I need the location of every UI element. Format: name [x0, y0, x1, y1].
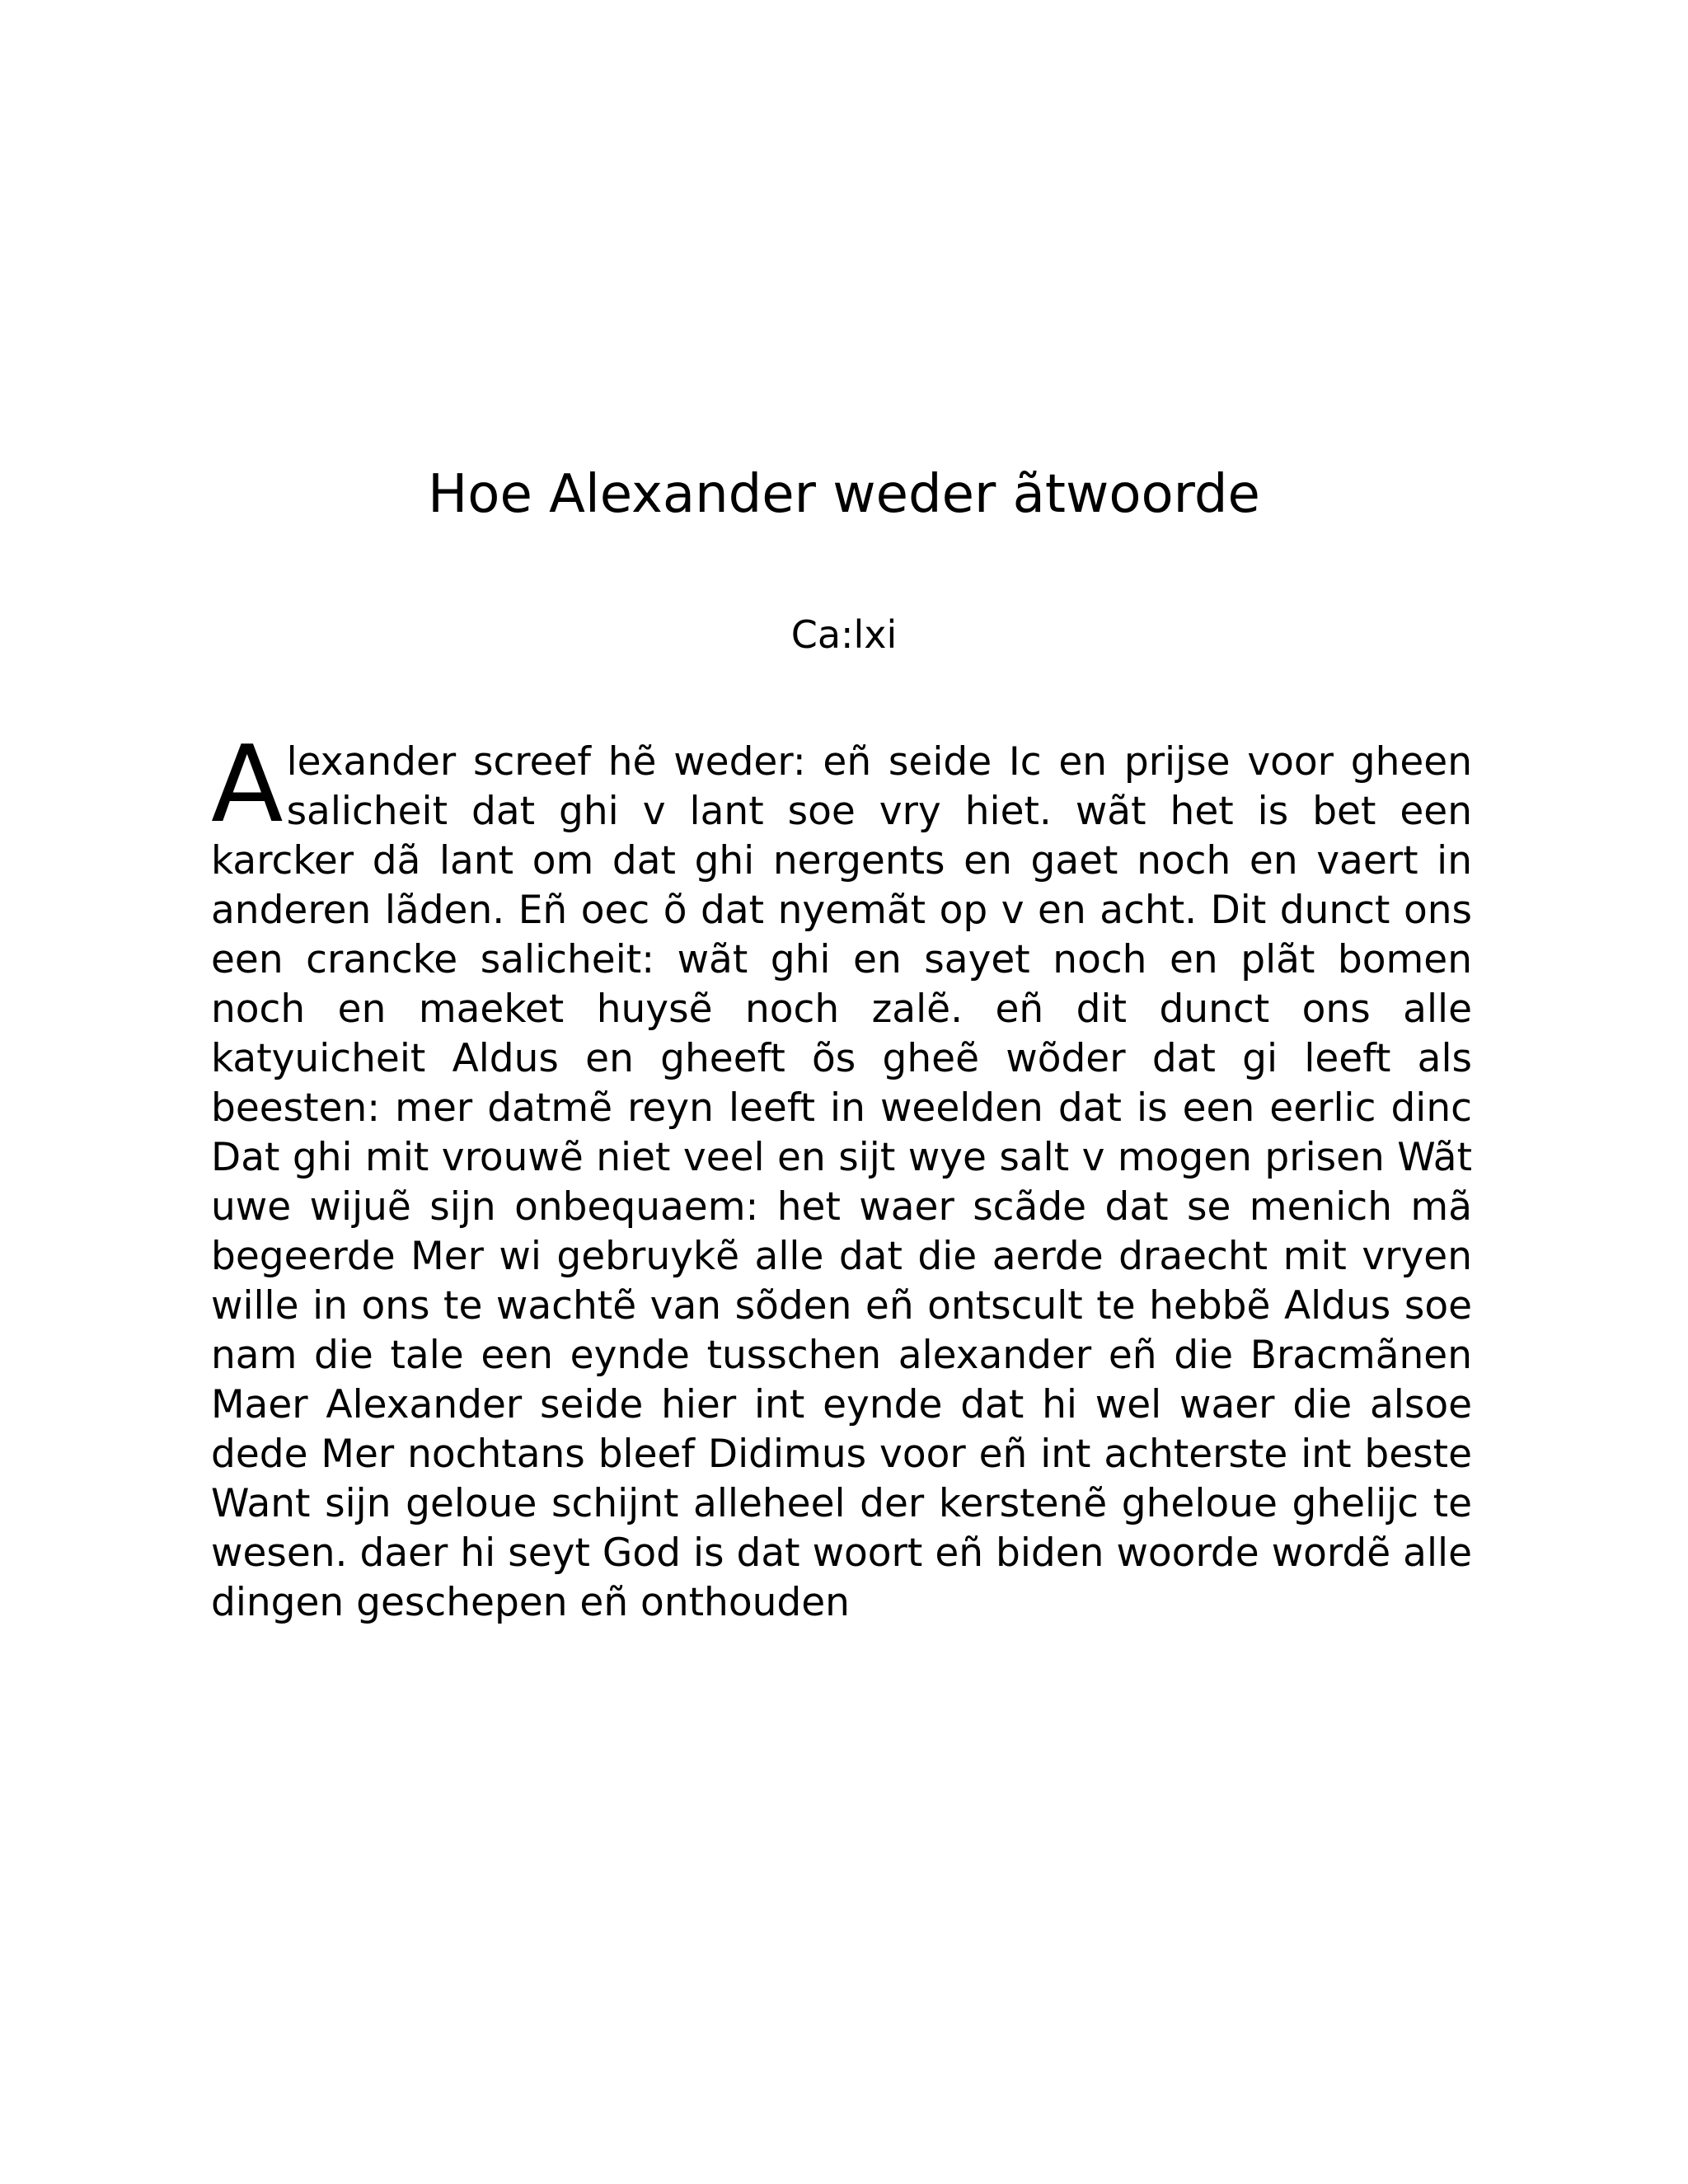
body-paragraph [211, 724, 1472, 1628]
chapter-number: Ca:lxi [790, 612, 898, 657]
body-text: lexander screef hẽ weder: eñ seide Ic en prijse voor gheen salicheit dat ghi v lant soe vry hiet. wãt het is bet een karcker dã lant om dat ghi nergents en gaet noch en vaert in anderen lãden. Eñ oec õ dat nyemãt op v en acht. Dit dunct ons een crancke salicheit: wãt ghi en sayet noch en plãt bomen noch en maeket huysẽ noch zalẽ. eñ dit dunct ons alle katyuicheit Aldus en gheeft õs gheẽ wõder dat gi leeft als beesten: mer datmẽ reyn leeft in weelden dat is een eerlic dinc Dat ghi mit vrouwẽ niet veel en sijt wye salt v mogen prisen Wãt uwe wijuẽ sijn onbequaem: het waer scãde dat se menich mã begeerde Mer wi gebruykẽ alle dat die aerde draecht mit vryen wille in ons te wachtẽ van sõden eñ ontscult te hebbẽ Aldus soe nam die tale een eynde tusschen alexander eñ die Bracmãnen Maer Alexander seide hier int eynde dat hi wel waer die alsoe dede Mer nochtans bleef Didimus voor eñ int achterste int beste Want sijn geloue schijnt alleheel der kerstenẽ gheloue ghelijc te wesen. daer hi seyt God is dat woort eñ biden woorde wordẽ alle dingen geschepen eñ onthouden [211, 739, 1472, 1625]
chapter-title: Hoe Alexander weder ãtwoorde [428, 464, 1260, 525]
drop-cap: A [211, 724, 284, 846]
